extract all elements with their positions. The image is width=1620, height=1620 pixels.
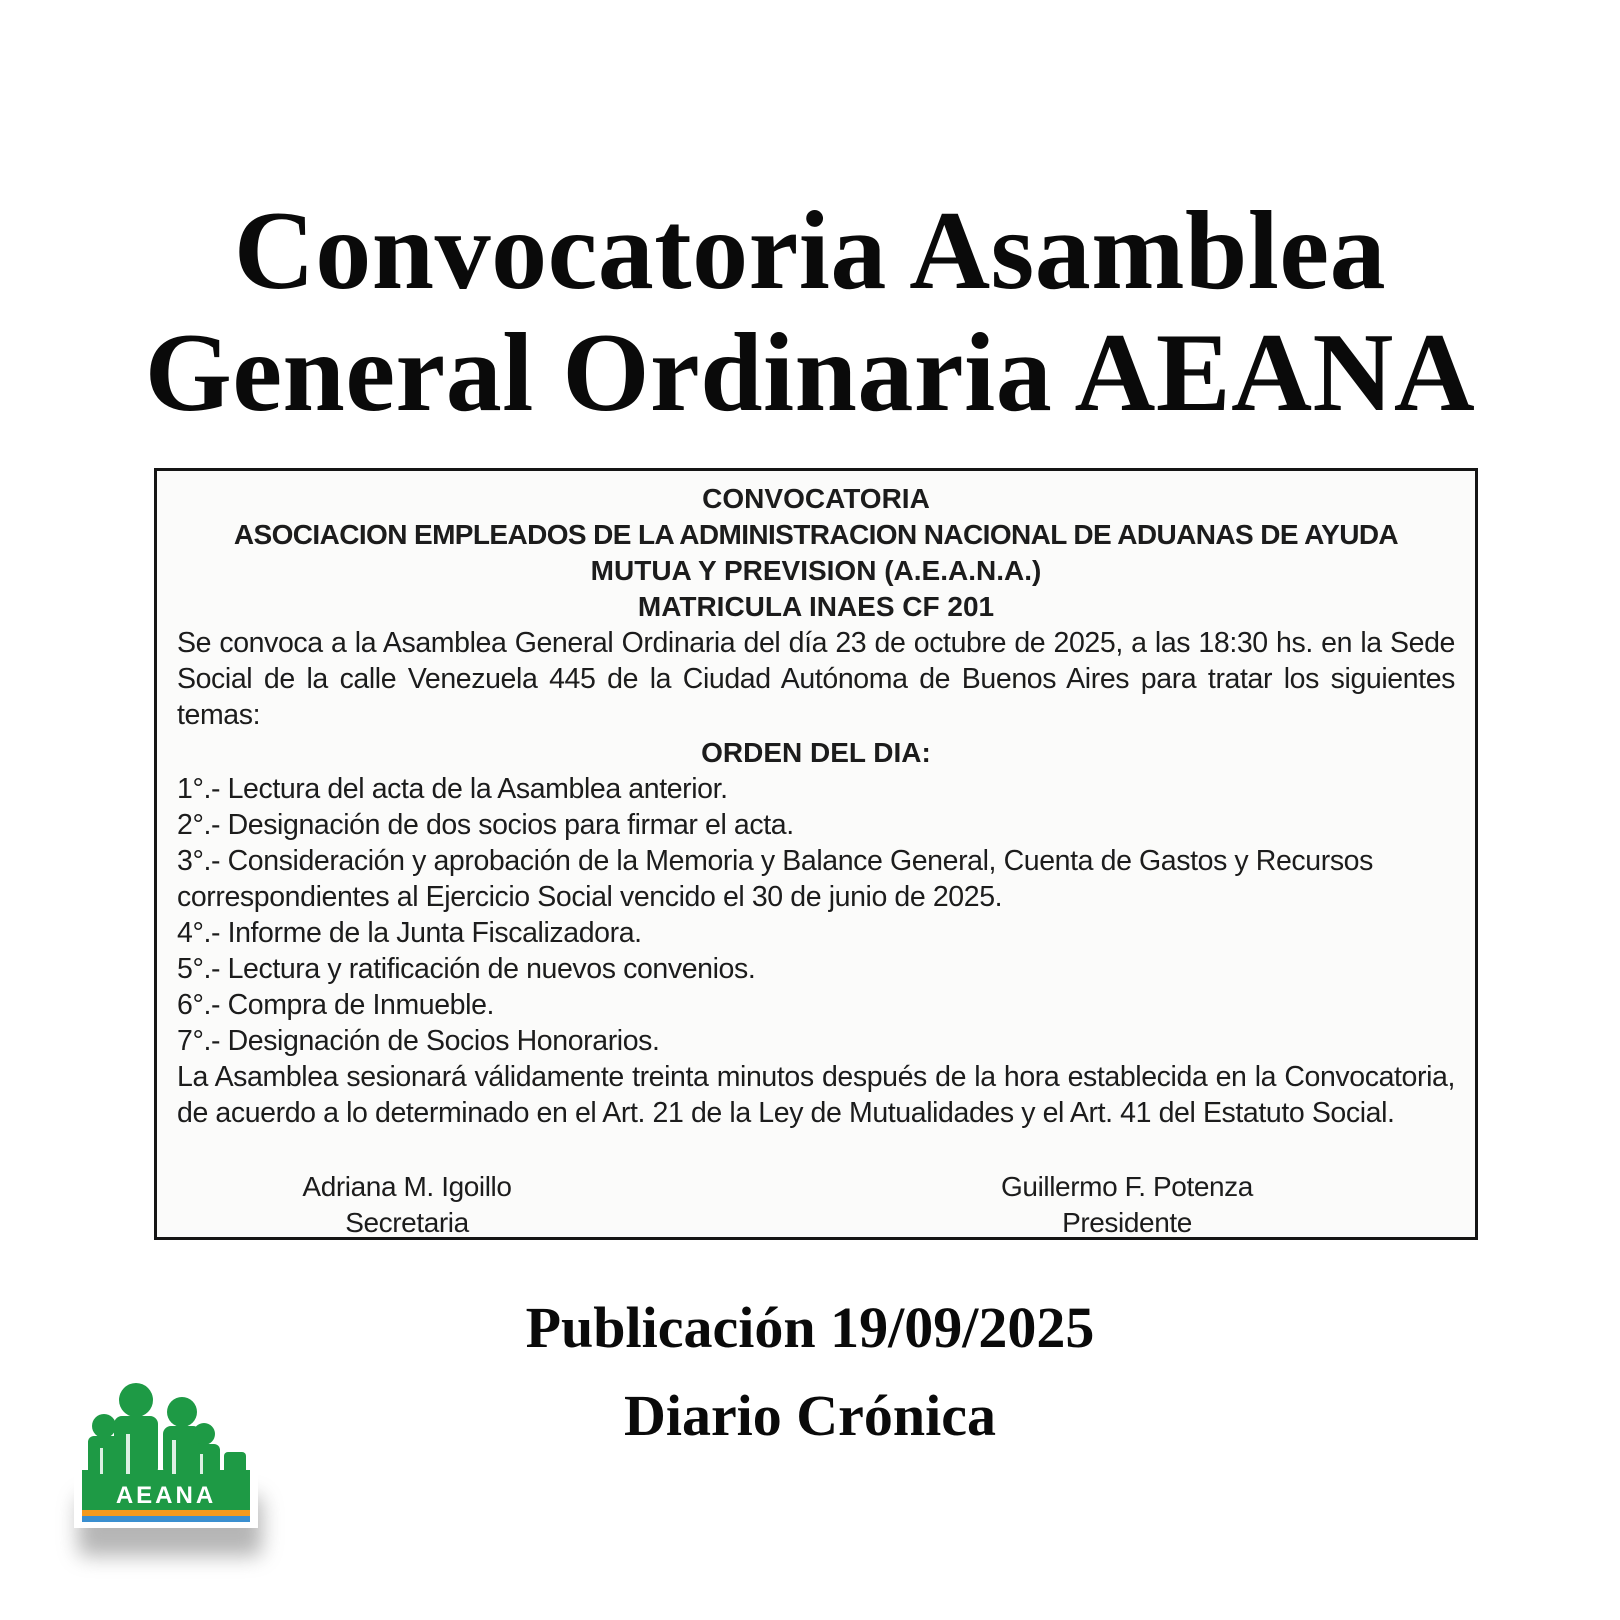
newspaper-clipping <box>154 468 1478 1240</box>
notice-header <box>177 481 1455 625</box>
agenda-item: 5°.- Lectura y ratificación de nuevos convenios. <box>177 953 756 985</box>
signature-president <box>967 1169 1287 1241</box>
president-role: Presidente <box>1062 1207 1192 1238</box>
organization-name-line-2: MUTUA Y PREVISION (A.E.A.N.A.) <box>590 555 1042 586</box>
publication-newspaper: Diario Crónica <box>623 1383 997 1448</box>
matricula-line: MATRICULA INAES CF 201 <box>637 591 995 622</box>
secretary-role: Secretaria <box>345 1207 469 1238</box>
notice-closing: La Asamblea sesionará válidamente treinta minutos después de la hora establecida en la Convocatoria, de acuerdo a lo determinado en el Art. 21 de la Ley de Mutualidades y el Art. 41 del Estatuto Social. <box>177 1061 1455 1129</box>
notice-intro: Se convoca a la Asamblea General Ordinaria del día 23 de octubre de 2025, a las 18:30 hs. en la Sede Social de la calle Venezuela 445 de la Ciudad Autónoma de Buenos Aires para tratar los siguientes temas: <box>177 627 1455 731</box>
agenda-item: 3°.- Consideración y aprobación de la Memoria y Balance General, Cuenta de Gastos y Recursos correspondientes al Ejercicio Social vencido el 30 de junio de 2025. <box>177 845 1373 913</box>
organization-name-line-1: ASOCIACION EMPLEADOS DE LA ADMINISTRACION NACIONAL DE ADUANAS DE AYUDA <box>233 519 1399 550</box>
agenda-heading: ORDEN DEL DIA: <box>701 737 931 768</box>
logo-text: AEANA <box>115 1482 217 1509</box>
agenda-item: 4°.- Informe de la Junta Fiscalizadora. <box>177 917 642 949</box>
president-name: Guillermo F. Potenza <box>1001 1171 1253 1202</box>
agenda-item: 1°.- Lectura del acta de la Asamblea anterior. <box>177 773 728 805</box>
agenda-item: 2°.- Designación de dos socios para firmar el acta. <box>177 809 794 841</box>
agenda-item: 7°.- Designación de Socios Honorarios. <box>177 1025 660 1057</box>
title-line-2: General Ordinaria AEANA <box>144 311 1476 435</box>
agenda-item: 6°.- Compra de Inmueble. <box>177 989 495 1021</box>
notice-heading: CONVOCATORIA <box>702 483 930 514</box>
page-title <box>0 190 1620 434</box>
signature-secretary <box>247 1169 567 1241</box>
agenda-list <box>177 771 1455 1059</box>
publication-date: Publicación 19/09/2025 <box>525 1295 1095 1360</box>
secretary-name: Adriana M. Igoillo <box>302 1171 512 1202</box>
aeana-logo <box>74 1378 258 1550</box>
title-line-1: Convocatoria Asamblea <box>233 189 1387 313</box>
